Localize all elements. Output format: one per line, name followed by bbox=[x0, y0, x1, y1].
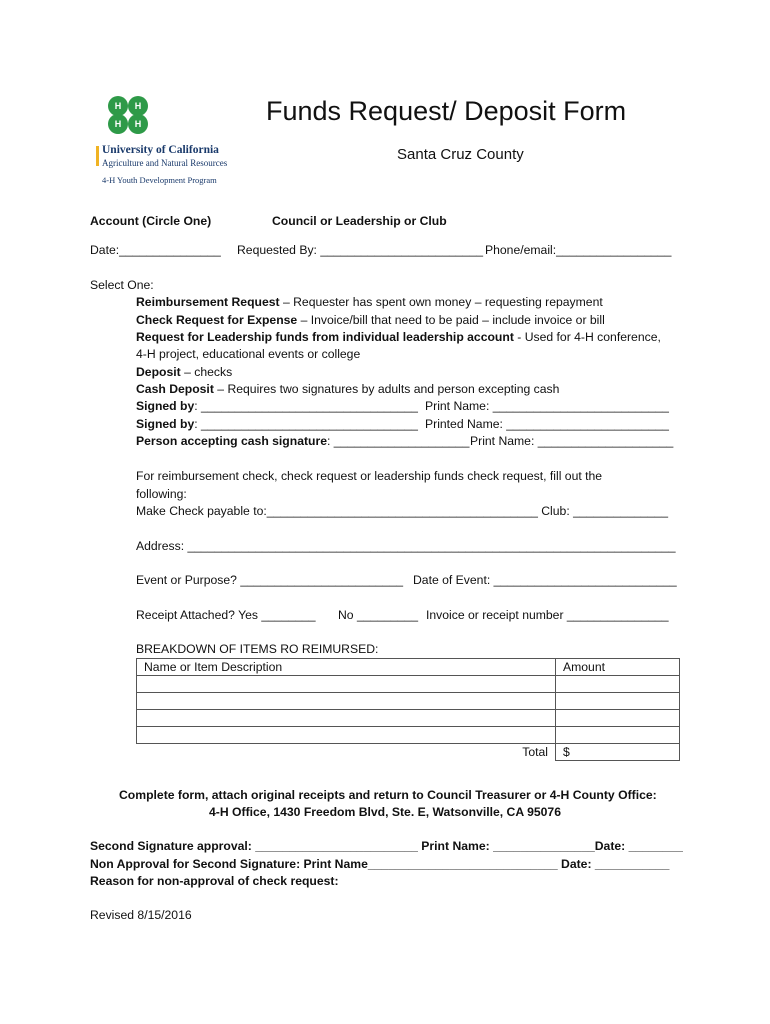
cash-print-name[interactable]: Print Name: ____________________ bbox=[470, 434, 674, 448]
leadership-title: Request for Leadership funds from individual leadership account bbox=[136, 330, 514, 344]
svg-text:H: H bbox=[114, 101, 122, 111]
requested-by-field[interactable]: Requested By: ________________________ bbox=[237, 243, 484, 257]
second-signature-approval[interactable]: Second Signature approval: ________________________ Print Name: _______________Date: ________ bbox=[90, 839, 683, 853]
total-label: Total bbox=[137, 744, 556, 761]
date-field[interactable]: Date:_______________ bbox=[90, 243, 221, 257]
instructions-line1: For reimbursement check, check request or leadership funds check request, fill out the bbox=[136, 469, 603, 483]
items-table bbox=[136, 658, 680, 761]
cash-title: Cash Deposit bbox=[136, 382, 214, 396]
svg-text:H: H bbox=[134, 119, 142, 129]
breakdown-heading: BREAKDOWN OF ITEMS RO REIMURSED: bbox=[136, 642, 379, 656]
table-row bbox=[137, 693, 680, 710]
signed2-label: Signed by bbox=[136, 417, 195, 431]
item-amount-cell[interactable] bbox=[556, 693, 680, 710]
4h-clover-logo bbox=[100, 95, 156, 139]
select-one-label: Select One: bbox=[90, 278, 154, 292]
address-field[interactable]: Address: ________________________________________________________________________ bbox=[136, 539, 676, 553]
logo-university: University of California bbox=[102, 144, 219, 156]
table-header-row bbox=[137, 659, 680, 676]
item-amount-cell[interactable] bbox=[556, 710, 680, 727]
account-options[interactable]: Council or Leadership or Club bbox=[272, 214, 447, 228]
table-row bbox=[137, 727, 680, 744]
form-title: Funds Request/ Deposit Form bbox=[266, 96, 627, 126]
reimbursement-title: Reimbursement Request bbox=[136, 295, 280, 309]
item-amount-cell[interactable] bbox=[556, 727, 680, 744]
cash-text: – Requires two signatures by adults and person excepting cash bbox=[213, 382, 560, 396]
total-value[interactable]: $ bbox=[556, 744, 680, 761]
deposit-text: – checks bbox=[180, 365, 233, 379]
option-deposit[interactable] bbox=[136, 364, 232, 381]
deposit-title: Deposit bbox=[136, 365, 181, 379]
receipt-yes-field[interactable]: Receipt Attached? Yes ________ bbox=[136, 608, 316, 622]
signed2-line: : ________________________________ bbox=[194, 417, 418, 431]
revised-date: Revised 8/15/2016 bbox=[90, 908, 192, 922]
item-amount-cell[interactable] bbox=[556, 676, 680, 693]
printed-name-2[interactable]: Printed Name: ________________________ bbox=[425, 417, 669, 431]
check-text: – Invoice/bill that need to be paid – include invoice or bill bbox=[297, 313, 605, 327]
uc-logo-bar bbox=[96, 146, 99, 166]
signed-by-1[interactable] bbox=[136, 398, 418, 415]
option-leadership[interactable] bbox=[136, 329, 661, 346]
form-subtitle: Santa Cruz County bbox=[397, 146, 524, 163]
logo-division: Agriculture and Natural Resources bbox=[102, 158, 228, 168]
cash-signature[interactable] bbox=[136, 433, 469, 450]
signed1-label: Signed by bbox=[136, 399, 195, 413]
leadership-text: - Used for 4-H conference, bbox=[513, 330, 661, 344]
option-reimbursement[interactable] bbox=[136, 294, 603, 311]
event-purpose-field[interactable]: Event or Purpose? ________________________ bbox=[136, 573, 404, 587]
col-amount-header: Amount bbox=[556, 659, 680, 676]
item-desc-cell[interactable] bbox=[137, 693, 556, 710]
phone-email-field[interactable]: Phone/email:_________________ bbox=[485, 243, 672, 257]
payable-to-field[interactable]: Make Check payable to:________________________________________ Club: ______________ bbox=[136, 504, 668, 518]
item-desc-cell[interactable] bbox=[137, 676, 556, 693]
cash-sig-label: Person accepting cash signature bbox=[136, 434, 328, 448]
option-check-request[interactable] bbox=[136, 312, 605, 329]
office-address: 4-H Office, 1430 Freedom Blvd, Ste. E, Watsonville, CA 95076 bbox=[209, 805, 561, 819]
logo-program: 4-H Youth Development Program bbox=[102, 175, 217, 185]
event-date-field[interactable]: Date of Event: ___________________________ bbox=[413, 573, 677, 587]
instructions-line2: following: bbox=[136, 487, 187, 501]
non-approval-field[interactable]: Non Approval for Second Signature: Print Name____________________________ Date: ___________ bbox=[90, 857, 670, 871]
item-desc-cell[interactable] bbox=[137, 727, 556, 744]
option-cash-deposit[interactable] bbox=[136, 381, 559, 398]
print-name-1[interactable]: Print Name: __________________________ bbox=[425, 399, 669, 413]
svg-text:H: H bbox=[134, 101, 142, 111]
reimbursement-text: – Requester has spent own money – requesting repayment bbox=[279, 295, 603, 309]
reason-non-approval: Reason for non-approval of check request: bbox=[90, 874, 339, 888]
cash-sig-line: : ____________________ bbox=[327, 434, 470, 448]
receipt-no-field[interactable]: No _________ bbox=[338, 608, 418, 622]
svg-text:H: H bbox=[114, 119, 122, 129]
item-desc-cell[interactable] bbox=[137, 710, 556, 727]
signed-by-2[interactable] bbox=[136, 416, 418, 433]
complete-instructions: Complete form, attach original receipts and return to Council Treasurer or 4-H County Office: bbox=[119, 788, 657, 802]
account-label: Account (Circle One) bbox=[90, 214, 212, 228]
table-row bbox=[137, 676, 680, 693]
table-row bbox=[137, 710, 680, 727]
leadership-text-cont: 4-H project, educational events or college bbox=[136, 347, 361, 361]
check-title: Check Request for Expense bbox=[136, 313, 298, 327]
signed1-line: : ________________________________ bbox=[194, 399, 418, 413]
table-total-row bbox=[137, 744, 680, 761]
col-desc-header: Name or Item Description bbox=[137, 659, 556, 676]
invoice-number-field[interactable]: Invoice or receipt number _______________ bbox=[426, 608, 669, 622]
